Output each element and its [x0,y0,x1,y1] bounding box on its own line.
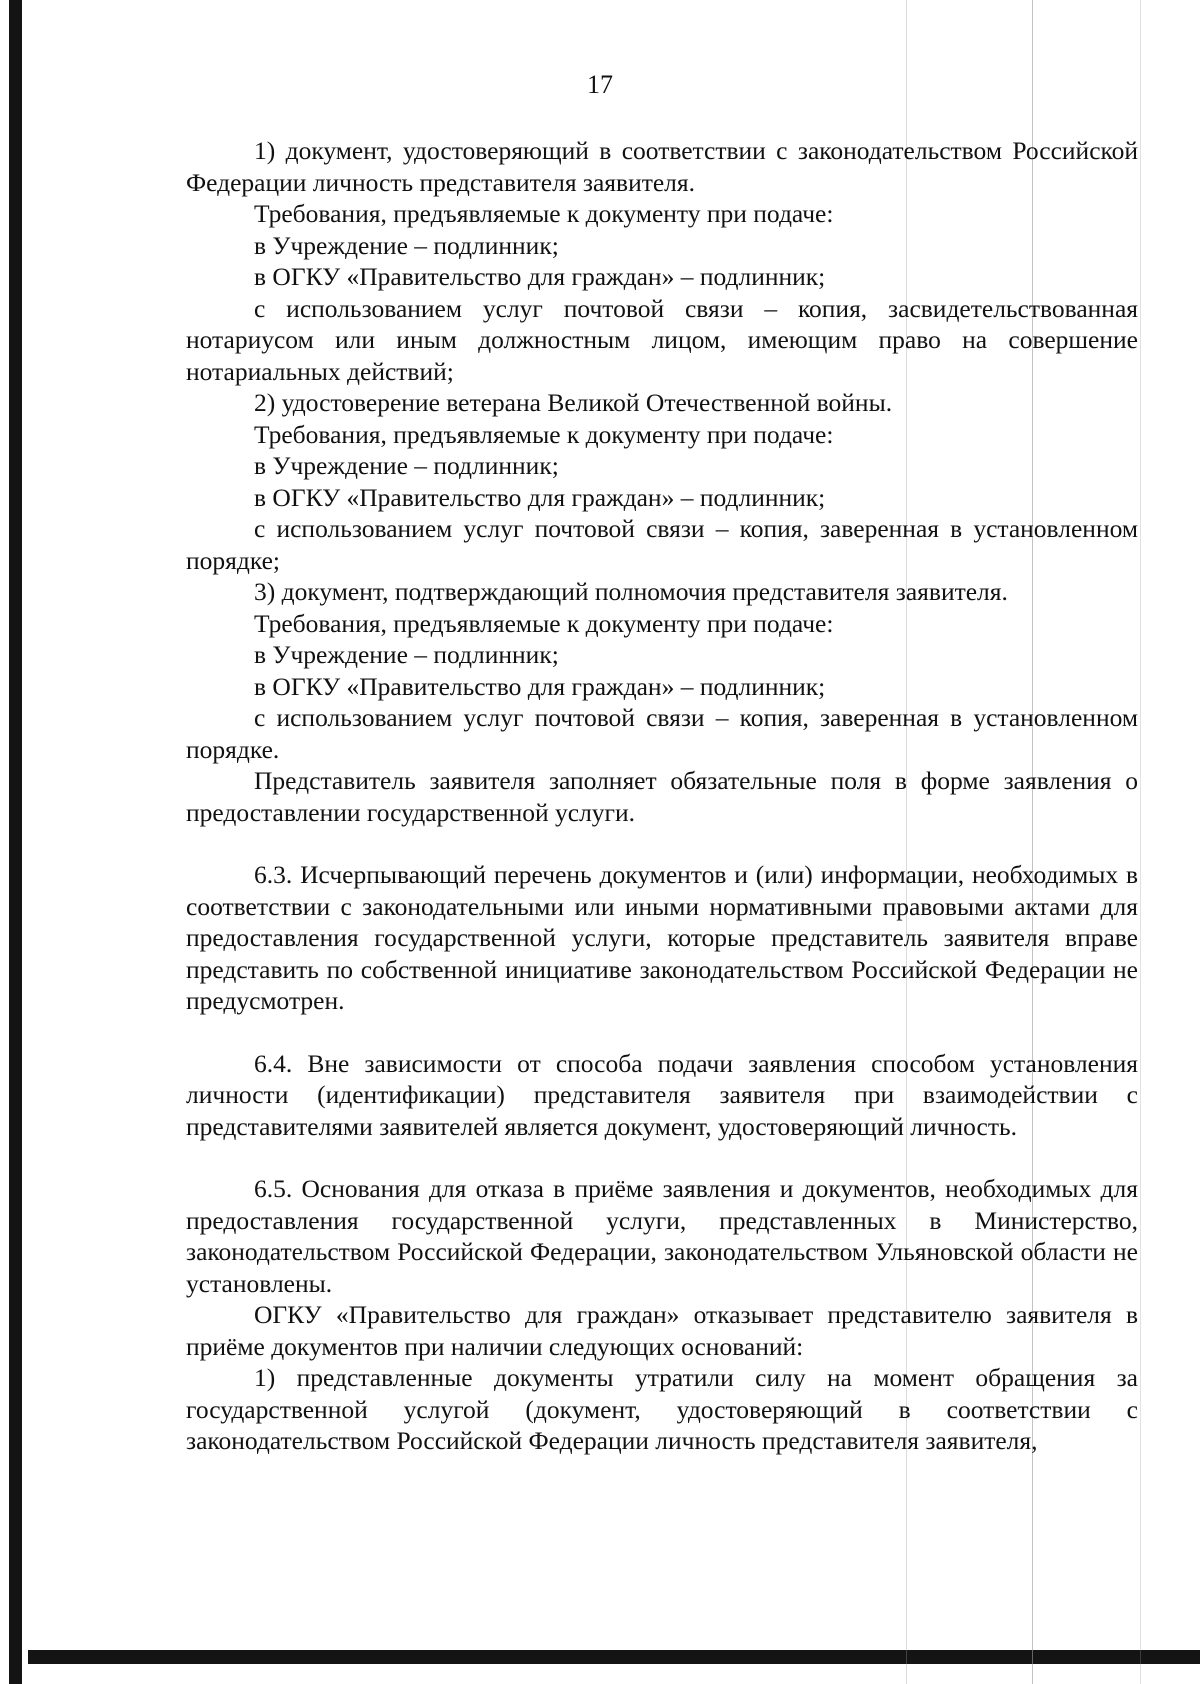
paragraph: 2) удостоверение ветерана Великой Отечественной войны. [254,388,893,417]
paragraph: в ОГКУ «Правительство для граждан» – подлинник; [254,671,826,701]
paragraph: с использованием услуг почтовой связи – копия, заверенная в установленном порядке; [186,514,1138,575]
paragraph: 1) документ, удостоверяющий в соответствии с законодательством Российской Федерации личность представителя заявителя. [186,136,1138,197]
section-6-4-paragraph: 6.4. Вне зависимости от способа подачи заявления способом установления личности (идентификации) представителя заявителя при взаимодействии с представителями заявителей является документ, удостоверяющий личность. [186,1048,1138,1141]
paragraph: в Учреждение – подлинник; [254,230,559,260]
page-number: 17 [587,70,613,99]
paragraph: Требования, предъявляемые к документу при подаче: [254,199,834,228]
paragraph: с использованием услуг почтовой связи – копия, засвидетельствованная нотариусом или иным должностным лицом, имеющим право на совершение нотариальных действий; [186,293,1138,386]
paragraph: ОГКУ «Правительство для граждан» отказывает представителю заявителя в приёме документов при наличии следующих оснований: [186,1300,1138,1361]
paragraph: в ОГКУ «Правительство для граждан» – подлинник; [254,262,826,291]
paragraph: 3) документ, подтверждающий полномочия представителя заявителя. [254,577,1008,606]
scan-left-edge [9,0,22,1684]
paragraph: с использованием услуг почтовой связи – копия, заверенная в установленном порядке. [186,703,1138,764]
paragraph: в Учреждение – подлинник; [254,640,559,669]
paragraph: Требования, предъявляемые к документу при подаче: [254,419,834,449]
paragraph: Представитель заявителя заполняет обязательные поля в форме заявления о предоставлении государственной услуги. [186,766,1138,827]
scan-artifact-line [1140,0,1141,1684]
paragraph: 1) представленные документы утратили силу на момент обращения за государственной услугой (документ, удостоверяющий в соответствии с законодательством Российской Федерации личность представителя заявителя, [186,1363,1138,1455]
section-6-3-paragraph: 6.3. Исчерпывающий перечень документов и (или) информации, необходимых в соответствии с законодательными или иными нормативными правовыми актами для предоставления государственной услуги, которые представитель заявителя вправе представить по собственной инициативе законодательством Российской Федерации не предусмотрен. [186,860,1138,1015]
document-body [186,135,1138,1457]
scan-bottom-edge [28,1650,1200,1664]
section-6-5-paragraph: 6.5. Основания для отказа в приёме заявления и документов, необходимых для предоставления государственной услуги, представленных в Министерство, законодательством Российской Федерации, законодательством Ульяновской области не установлены. [186,1174,1138,1298]
paragraph: Требования, предъявляемые к документу при подаче: [254,608,834,638]
paragraph: в ОГКУ «Правительство для граждан» – подлинник; [254,482,826,512]
paragraph: в Учреждение – подлинник; [254,451,559,480]
